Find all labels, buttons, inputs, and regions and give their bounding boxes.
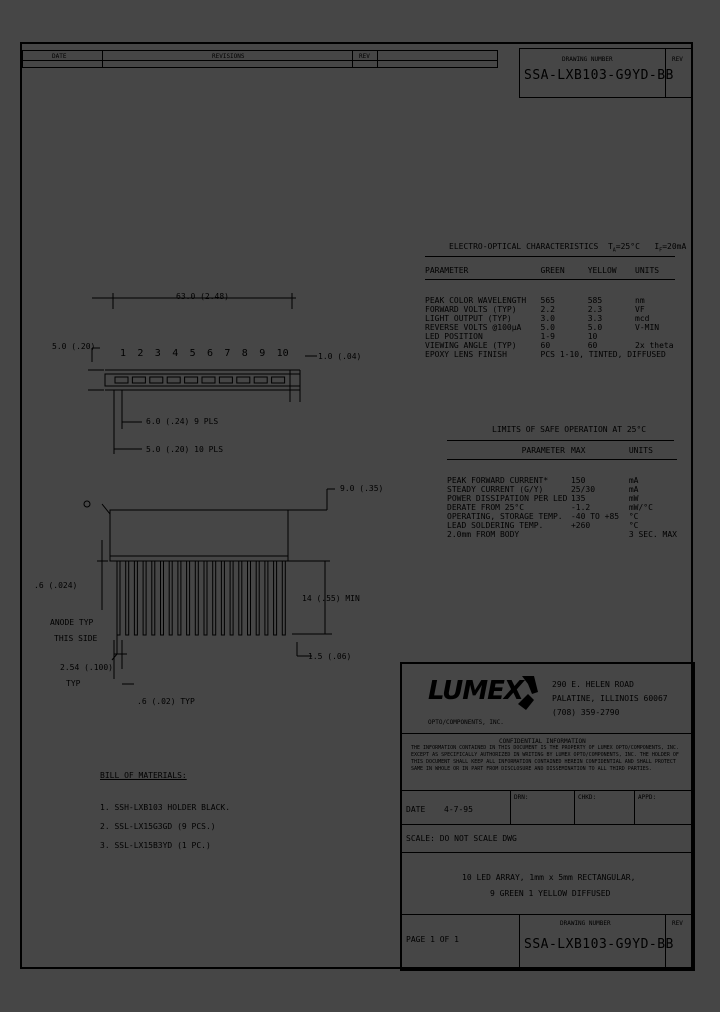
safe-cell: mA	[628, 476, 639, 485]
safe-cell: mW/°C	[628, 503, 653, 512]
eo-header-cell: YELLOW	[588, 266, 635, 280]
bom-title: BILL OF MATERIALS:	[100, 771, 187, 780]
mechanical-drawing	[22, 44, 422, 734]
dim-lead-thk: .6 (.024)	[34, 581, 78, 590]
eo-row	[425, 323, 675, 332]
lead	[152, 561, 155, 635]
eo-cell: 2.2	[540, 305, 555, 314]
safe-header-cell: UNITS	[629, 446, 677, 460]
lead	[134, 561, 137, 635]
top-drawing-number: SSA-LXB103-G9YD-BB	[524, 68, 674, 83]
led-number: 10	[276, 348, 289, 359]
led-number: 2	[137, 348, 144, 359]
eo-cell: 10	[587, 332, 598, 341]
eo-cell: LED POSITION	[425, 332, 483, 341]
eo-cell: VF	[635, 305, 645, 314]
eo-cell: nm	[635, 296, 645, 305]
lead	[248, 561, 251, 635]
led-window	[237, 377, 250, 383]
led-window	[254, 377, 267, 383]
safe-header-cell: PARAMETER	[447, 446, 571, 460]
lead	[204, 561, 207, 635]
safe-cell: °C	[628, 521, 639, 530]
tb-drawing-number: SSA-LXB103-G9YD-BB	[524, 937, 674, 952]
confidential-title: CONFIDENTIAL INFORMATION	[499, 738, 586, 745]
led-window	[150, 377, 163, 383]
lead	[143, 561, 146, 635]
eo-cell: PCS 1-10, TINTED, DIFFUSED	[540, 350, 666, 359]
dim-lead-len: 14 (.55) MIN	[302, 594, 360, 603]
eo-cell: 565	[540, 296, 555, 305]
date-header: DATE	[52, 53, 67, 60]
dim-typ: TYP	[66, 679, 81, 688]
eo-cell: 5.0	[540, 323, 555, 332]
safe-cell: 3 SEC. MAX	[628, 530, 677, 539]
safe-row	[447, 530, 677, 539]
lead	[239, 561, 242, 635]
lead	[187, 561, 190, 635]
lumex-logo	[422, 672, 542, 724]
address-line-2: PALATINE, ILLINOIS 60067	[552, 694, 668, 703]
eo-cell: 3.0	[540, 314, 555, 323]
tb-date-label: DATE	[406, 805, 426, 814]
leads	[117, 561, 285, 635]
eo-row	[425, 350, 675, 359]
tb-description-1: 10 LED ARRAY, 1mm x 5mm RECTANGULAR,	[462, 873, 636, 882]
tb-rev-label: REV	[672, 920, 683, 927]
dim-pitch-a: 6.0 (.24) 9 PLS	[146, 417, 219, 426]
safe-cell: STEADY CURRENT (G/Y)	[447, 485, 544, 494]
safe-cell	[571, 530, 629, 539]
lead	[126, 561, 129, 635]
led-window	[115, 377, 128, 383]
eo-row	[425, 305, 675, 314]
lead	[169, 561, 172, 635]
safe-cell: -40 TO +85	[570, 512, 620, 521]
safe-cell: LEAD SOLDERING TEMP.	[447, 521, 544, 530]
drawing-sheet	[20, 42, 693, 969]
tb-chkd-label: CHKD:	[578, 794, 597, 801]
anode-label: ANODE TYP	[50, 618, 94, 627]
led-window	[272, 377, 285, 383]
eo-header-cell: UNITS	[635, 266, 675, 280]
bom-item-3: 3. SSL-LX15B3YD (1 PC.)	[100, 841, 211, 850]
lead	[195, 561, 198, 635]
dim-overall: 63.0 (2.48)	[176, 292, 229, 301]
address-line-1: 290 E. HELEN ROAD	[552, 680, 634, 689]
eo-row	[425, 332, 675, 341]
lead	[265, 561, 268, 635]
eo-header-cell: PARAMETER	[425, 266, 541, 280]
led-number: 1	[120, 348, 127, 359]
eo-cell: 60	[587, 341, 598, 350]
led-window	[167, 377, 180, 383]
confidential-line-3: THIS DOCUMENT SHALL KEEP ALL INFORMATION CONTAINED HEREIN CONFIDENTIAL AND SHALL PROTECT	[411, 759, 676, 765]
dim-width: 1.0 (.04)	[318, 352, 362, 361]
eo-cell: REVERSE VOLTS @100µA	[425, 323, 522, 332]
led-window	[219, 377, 232, 383]
lead	[213, 561, 216, 635]
eo-cell: VIEWING ANGLE (TYP)	[425, 341, 517, 350]
bom-item-1: 1. SSH-LXB103 HOLDER BLACK.	[100, 803, 231, 812]
safe-row	[447, 503, 677, 512]
eo-cell: FORWARD VOLTS (TYP)	[425, 305, 517, 314]
eo-cell: 5.0	[587, 323, 603, 332]
safe-cell: 135	[570, 494, 586, 503]
safe-cell: mA	[628, 485, 639, 494]
safe-cell: 150	[570, 476, 586, 485]
led-number: 8	[241, 348, 248, 359]
safe-row	[447, 521, 677, 530]
led-window	[202, 377, 215, 383]
confidential-line-2: EXCEPT AS SPECIFICALLY AUTHORIZED IN WRITING BY LUMEX OPTO/COMPONENTS, INC. THE HOLDER OF	[411, 752, 679, 758]
rev-header: REV	[359, 53, 370, 60]
eo-cell: PEAK COLOR WAVELENGTH	[425, 296, 527, 305]
eo-cell: 585	[587, 296, 603, 305]
led-number: 7	[224, 348, 231, 359]
safe-cell: +260	[570, 521, 591, 530]
safe-cell: °C	[628, 512, 639, 521]
safe-row	[447, 476, 677, 485]
dim-lead-pitch: 2.54 (.100)	[60, 663, 113, 672]
confidential-line-1: THE INFORMATION CONTAINED IN THIS DOCUMENT IS THE PROPERTY OF LUMEX OPTO/COMPONENTS, INC.	[411, 745, 679, 751]
led-number: 3	[154, 348, 161, 359]
safe-cell: DERATE FROM 25°C	[447, 503, 525, 512]
tb-date-value: 4-7-95	[444, 805, 473, 814]
eo-row	[425, 314, 675, 323]
eo-cell: 3.3	[587, 314, 603, 323]
eo-title: ELECTRO-OPTICAL CHARACTERISTICS $T_A=25^\circ C$ $I_F=20mA$	[449, 242, 687, 254]
led-windows	[115, 377, 285, 383]
tb-drawing-number-label: DRAWING NUMBER	[560, 920, 611, 927]
led-window	[132, 377, 145, 383]
led-number: 5	[189, 348, 196, 359]
address-line-3: (708) 359-2790	[552, 708, 620, 717]
eo-cell: EPOXY LENS FINISH	[425, 350, 507, 359]
eo-cell: V-MIN	[635, 323, 660, 332]
this-side-label: THIS SIDE	[54, 634, 98, 643]
eo-header-cell: GREEN	[541, 266, 588, 280]
top-rev-label: REV	[672, 56, 683, 63]
eo-cell: mcd	[635, 314, 650, 323]
safe-cell: POWER DISSIPATION PER LED	[447, 494, 568, 503]
logo-sub: OPTO/COMPONENTS, INC.	[428, 719, 504, 726]
safe-cell: mW	[628, 494, 639, 503]
dim-side-height: 9.0 (.35)	[340, 484, 384, 493]
tb-scale: SCALE: DO NOT SCALE DWG	[406, 834, 517, 843]
tb-page: PAGE 1 OF 1	[406, 935, 459, 944]
lead	[221, 561, 224, 635]
lead	[274, 561, 277, 635]
dim-lead-w: .6 (.02) TYP	[137, 697, 195, 706]
led-window	[185, 377, 198, 383]
electro-optical-table	[425, 266, 675, 359]
confidential-line-4: SAME IN WHOLE OR IN PART FROM DISCLOSURE AND DISSEMINATION TO ALL THIRD PARTIES.	[411, 766, 652, 772]
lead	[161, 561, 164, 635]
safe-row	[447, 485, 677, 494]
eo-cell: 2x theta	[635, 341, 674, 350]
eo-cell: 60	[540, 341, 551, 350]
revisions-header: REVISIONS	[212, 53, 245, 60]
dim-height: 5.0 (.20)	[52, 342, 96, 351]
safe-cell: -1.2	[570, 503, 591, 512]
tb-appd-label: APPD:	[638, 794, 657, 801]
safe-title: LIMITS OF SAFE OPERATION AT 25°C	[492, 425, 647, 434]
eo-cell	[635, 332, 675, 341]
safe-row	[447, 512, 677, 521]
eo-cell: LIGHT OUTPUT (TYP)	[425, 314, 512, 323]
bom-item-2: 2. SSL-LX15G3GD (9 PCS.)	[100, 822, 216, 831]
lead	[256, 561, 259, 635]
safe-header-cell: MAX	[571, 446, 629, 460]
lead	[230, 561, 233, 635]
tb-description-2: 9 GREEN 1 YELLOW DIFFUSED	[490, 889, 611, 898]
led-number: 9	[259, 348, 266, 359]
led-number: 4	[172, 348, 179, 359]
dim-pitch-b: 5.0 (.20) 10 PLS	[146, 445, 224, 454]
safe-cell: 2.0mm FROM BODY	[447, 530, 520, 539]
logo-text: LUMEX	[428, 676, 523, 706]
lead	[178, 561, 181, 635]
safe-operation-table	[447, 446, 677, 539]
top-drawing-number-label: DRAWING NUMBER	[562, 56, 613, 63]
eo-cell: 1-9	[540, 332, 555, 341]
lead	[282, 561, 285, 635]
lead	[117, 561, 120, 635]
dim-lead-end: 1.5 (.06)	[308, 652, 352, 661]
safe-cell: 25/30	[570, 485, 596, 494]
eo-row	[425, 296, 675, 305]
safe-cell: OPERATING, STORAGE TEMP.	[447, 512, 563, 521]
tb-drn-label: DRN:	[514, 794, 529, 801]
safe-cell: PEAK FORWARD CURRENT*	[447, 476, 549, 485]
safe-row	[447, 494, 677, 503]
eo-cell: 2.3	[587, 305, 603, 314]
led-number: 6	[207, 348, 214, 359]
eo-row	[425, 341, 675, 350]
